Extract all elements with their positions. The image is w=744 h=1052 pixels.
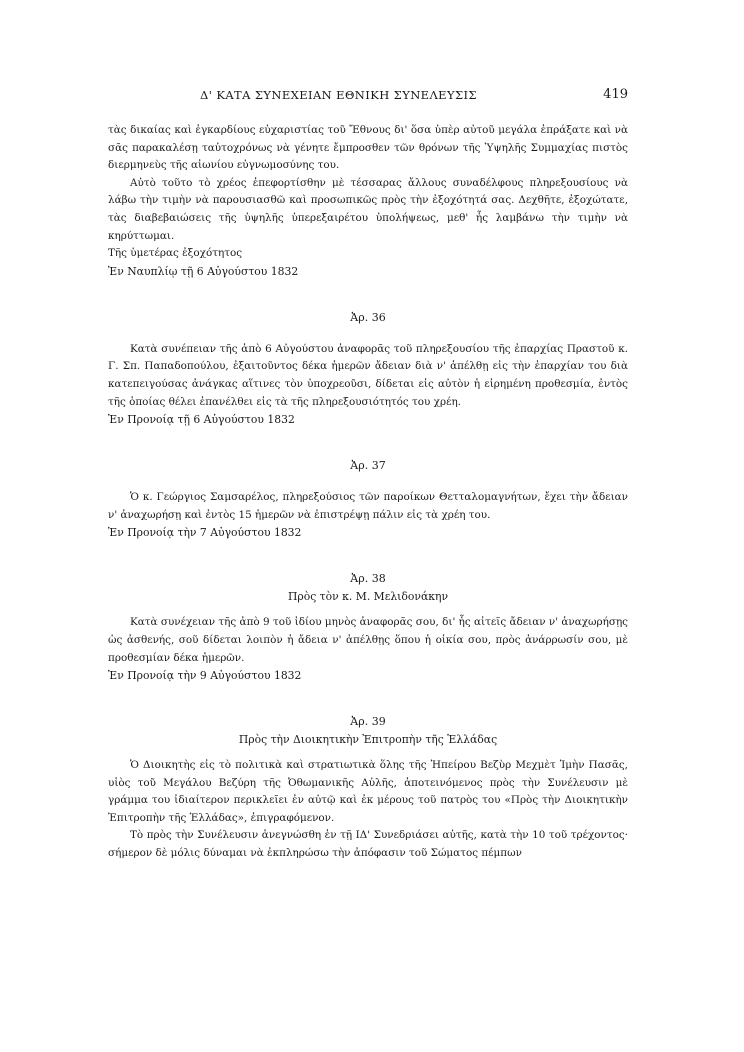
article-heading: Ἀρ. 38 xyxy=(350,572,386,586)
article-dateline: Ἐν Προνοίᾳ τὴν 7 Αὐγούστου 1832 xyxy=(108,526,302,540)
article-heading: Ἀρ. 37 xyxy=(350,459,386,473)
article-38 xyxy=(108,570,628,685)
document-page xyxy=(108,88,628,863)
running-head xyxy=(108,88,628,108)
closing-formula: Τῆς ὑμετέρας ἐξοχότητος xyxy=(108,247,243,260)
article-heading: Ἀρ. 39 xyxy=(350,715,386,729)
continuation-paragraph: τὰς δικαίας καὶ ἐγκαρδίους εὐχαριστίας τοῦ Ἔθνους δι' ὅσα ὑπὲρ αὐτοῦ μεγάλα ἐπράξατε καὶ νὰ σᾶς παρακαλέσῃ ταὐτοχρόνως νὰ γένητε ἔμπροσθεν τῶν θρόνων τῆς Ὑψηλῆς Συμμαχίας πιστὸς διερμηνεὺς τῆς αἰωνίου εὐγνωμοσύνης του. xyxy=(108,124,628,172)
article-text-continued: Τὸ πρὸς τὴν Συνέλευσιν ἀνεγνώσθη ἐν τῇ ΙΔ' Συνεδριάσει αὐτῆς, κατὰ τὴν 10 τοῦ τρέχοντος· σήμερον δὲ μόλις δύναμαι νὰ ἐκπληρώσω τὴν ἀπόφασιν τοῦ Σώματος πέμπων xyxy=(108,829,628,860)
article-heading: Ἀρ. 36 xyxy=(350,310,386,324)
article-dateline: Ἐν Προνοίᾳ τὴν 9 Αὐγούστου 1832 xyxy=(108,669,302,683)
article-text: Ὁ Διοικητὴς εἰς τὸ πολιτικὰ καὶ στρατιωτικὰ ὅλης τῆς Ἠπείρου Βεζὺρ Μεχμὲτ Ἰμὴν Πασᾶς, υἱὸς τοῦ Μεγάλου Βεζύρη τῆς Ὀθωμανικῆς Αὐλῆς, ἀποτεινόμενος πρὸς τὴν Συνέλευσιν μὲ γράμμα του ἰδιαίτερον περικλεῖει ἐν αὐτῷ καὶ ἐκ μέρους τοῦ πατρὸς του «Πρὸς τὴν Διοικητικὴν Ἐπιτροπὴν τῆς Ἑλλάδας», ἐπιγραφόμενον. xyxy=(108,759,628,824)
dateline: Ἐν Ναυπλίῳ τῇ 6 Αὐγούστου 1832 xyxy=(108,264,299,278)
page-number: 419 xyxy=(603,87,628,102)
running-title: Δ' ΚΑΤΑ ΣΥΝΕΧΕΙΑΝ ΕΘΝΙΚΗ ΣΥΝΕΛΕΥΣΙΣ xyxy=(200,88,477,102)
article-text: Ὁ κ. Γεώργιος Σαμσαρέλος, πληρεξούσιος τῶν παροίκων Θετταλομαγνήτων, ἔχει τὴν ἄδειαν ν' ἀναχωρήσῃ καὶ ἐντὸς 15 ἡμερῶν νὰ ἐπιστρέψῃ πάλιν εἰς τὰ χρέη του. xyxy=(108,491,628,521)
body-paragraph: Αὐτὸ τοῦτο τὸ χρέος ἐπεφορτίσθην μὲ τέσσαρας ἄλλους συναδέλφους πληρεξουσίους νὰ λάβω τὴν τιμὴν νὰ παρουσιασθῶ καὶ προσωπικῶς πρὸς τὴν ἐξοχότητά σας. Δεχθῆτε, ἐξοχώτατε, τὰς διαβεβαιώσεις τῆς ὑψηλῆς ὑπερεξαιρέτου ὑπολήψεως, μεθ' ἧς λαμβάνω τὴν τιμὴν νὰ κηρύττωμαι. xyxy=(108,176,628,242)
article-addressee: Πρὸς τὴν Διοικητικὴν Ἐπιτροπὴν τῆς Ἑλλάδας xyxy=(238,733,498,747)
article-text: Κατὰ συνέπειαν τῆς ἀπὸ 6 Αὐγούστου ἀναφορᾶς τοῦ πληρεξουσίου τῆς ἐπαρχίας Πραστοῦ κ. Γ. Σπ. Παπαδοπούλου, ἐξαιτοῦντος δέκα ἡμερῶν ἄδειαν διὰ ν' ἀπέλθῃ εἰς τὴν ἐπαρχίαν του διὰ κατεπειγούσας ἀνάγκας αἵτινες τὸν ὑποχρεοῦσι, δίδεται εἰς αὐτὸν ἡ εἰρημένη προθεσμία, ἐντὸς τῆς ὁποίας θέλει ἐπανέλθει εἰς τὰ τῆς πληρεξουσιότητός του χρέη. xyxy=(108,342,628,408)
article-addressee: Πρὸς τὸν κ. Μ. Μελιδονάκην xyxy=(287,590,449,604)
article-39 xyxy=(108,713,628,863)
article-37 xyxy=(108,457,628,542)
article-dateline: Ἐν Προνοίᾳ τῇ 6 Αὐγούστου 1832 xyxy=(108,413,295,427)
article-text: Κατὰ συνέχειαν τῆς ἀπὸ 9 τοῦ ἰδίου μηνὸς ἀναφορᾶς σου, δι' ἧς αἰτεῖς ἄδειαν ν' ἀναχωρήσῃς ὡς ἀσθενής, σοῦ δίδεται λοιπὸν ἡ ἄδεια ν' ἀπέλθῃς ὅπου ἡ οἰκία σου, πρὸς ἀνάρρωσίν σου, μὲ προθεσμίαν δέκα ἡμερῶν. xyxy=(108,616,628,664)
article-36 xyxy=(108,309,628,429)
